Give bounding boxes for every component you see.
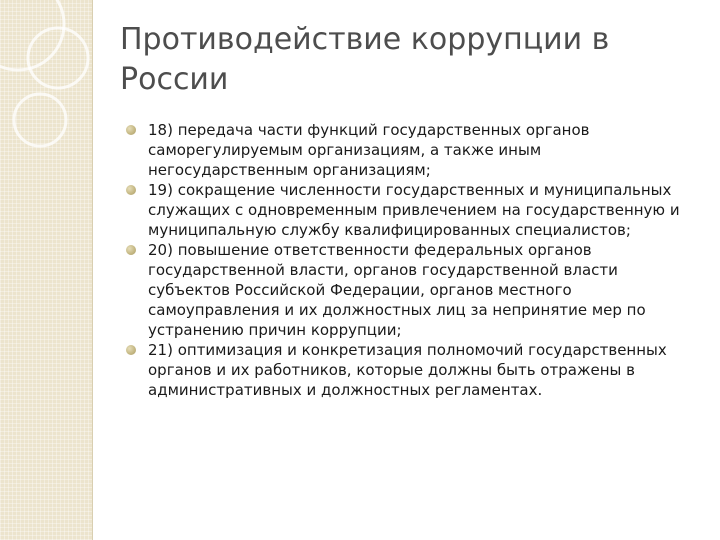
bullet-text: 19) сокращение численности государственных и муниципальных служащих с одновременным привлечением на государственную и муниципальную службу квалифицированных специалистов;	[148, 181, 680, 239]
bullet-text: 21) оптимизация и конкретизация полномочий государственных органов и их работников, которые должны быть отражены в административных и должностных регламентах.	[148, 341, 667, 399]
bullet-list	[126, 120, 686, 400]
bullet-dot-icon	[126, 125, 136, 135]
slide-title: Противодействие коррупции в России	[120, 22, 610, 97]
decorative-circles	[0, 0, 92, 540]
bullet-dot-icon	[126, 185, 136, 195]
bullet-item	[126, 340, 686, 400]
bullet-item	[126, 240, 686, 340]
bullet-dot-icon	[126, 345, 136, 355]
panel-divider	[92, 0, 93, 540]
bullet-item	[126, 120, 686, 180]
bullet-text: 20) повышение ответственности федеральных органов государственной власти, органов государственной власти субъектов Российской Федерации, органов местного самоуправления и их должностных лиц за непринятие мер по устранению причин коррупции;	[148, 241, 646, 339]
bullet-item	[126, 180, 686, 240]
bullet-text: 18) передача части функций государственных органов саморегулируемым организациям, а также иным негосударственным организациям;	[148, 121, 590, 179]
bullet-dot-icon	[126, 245, 136, 255]
